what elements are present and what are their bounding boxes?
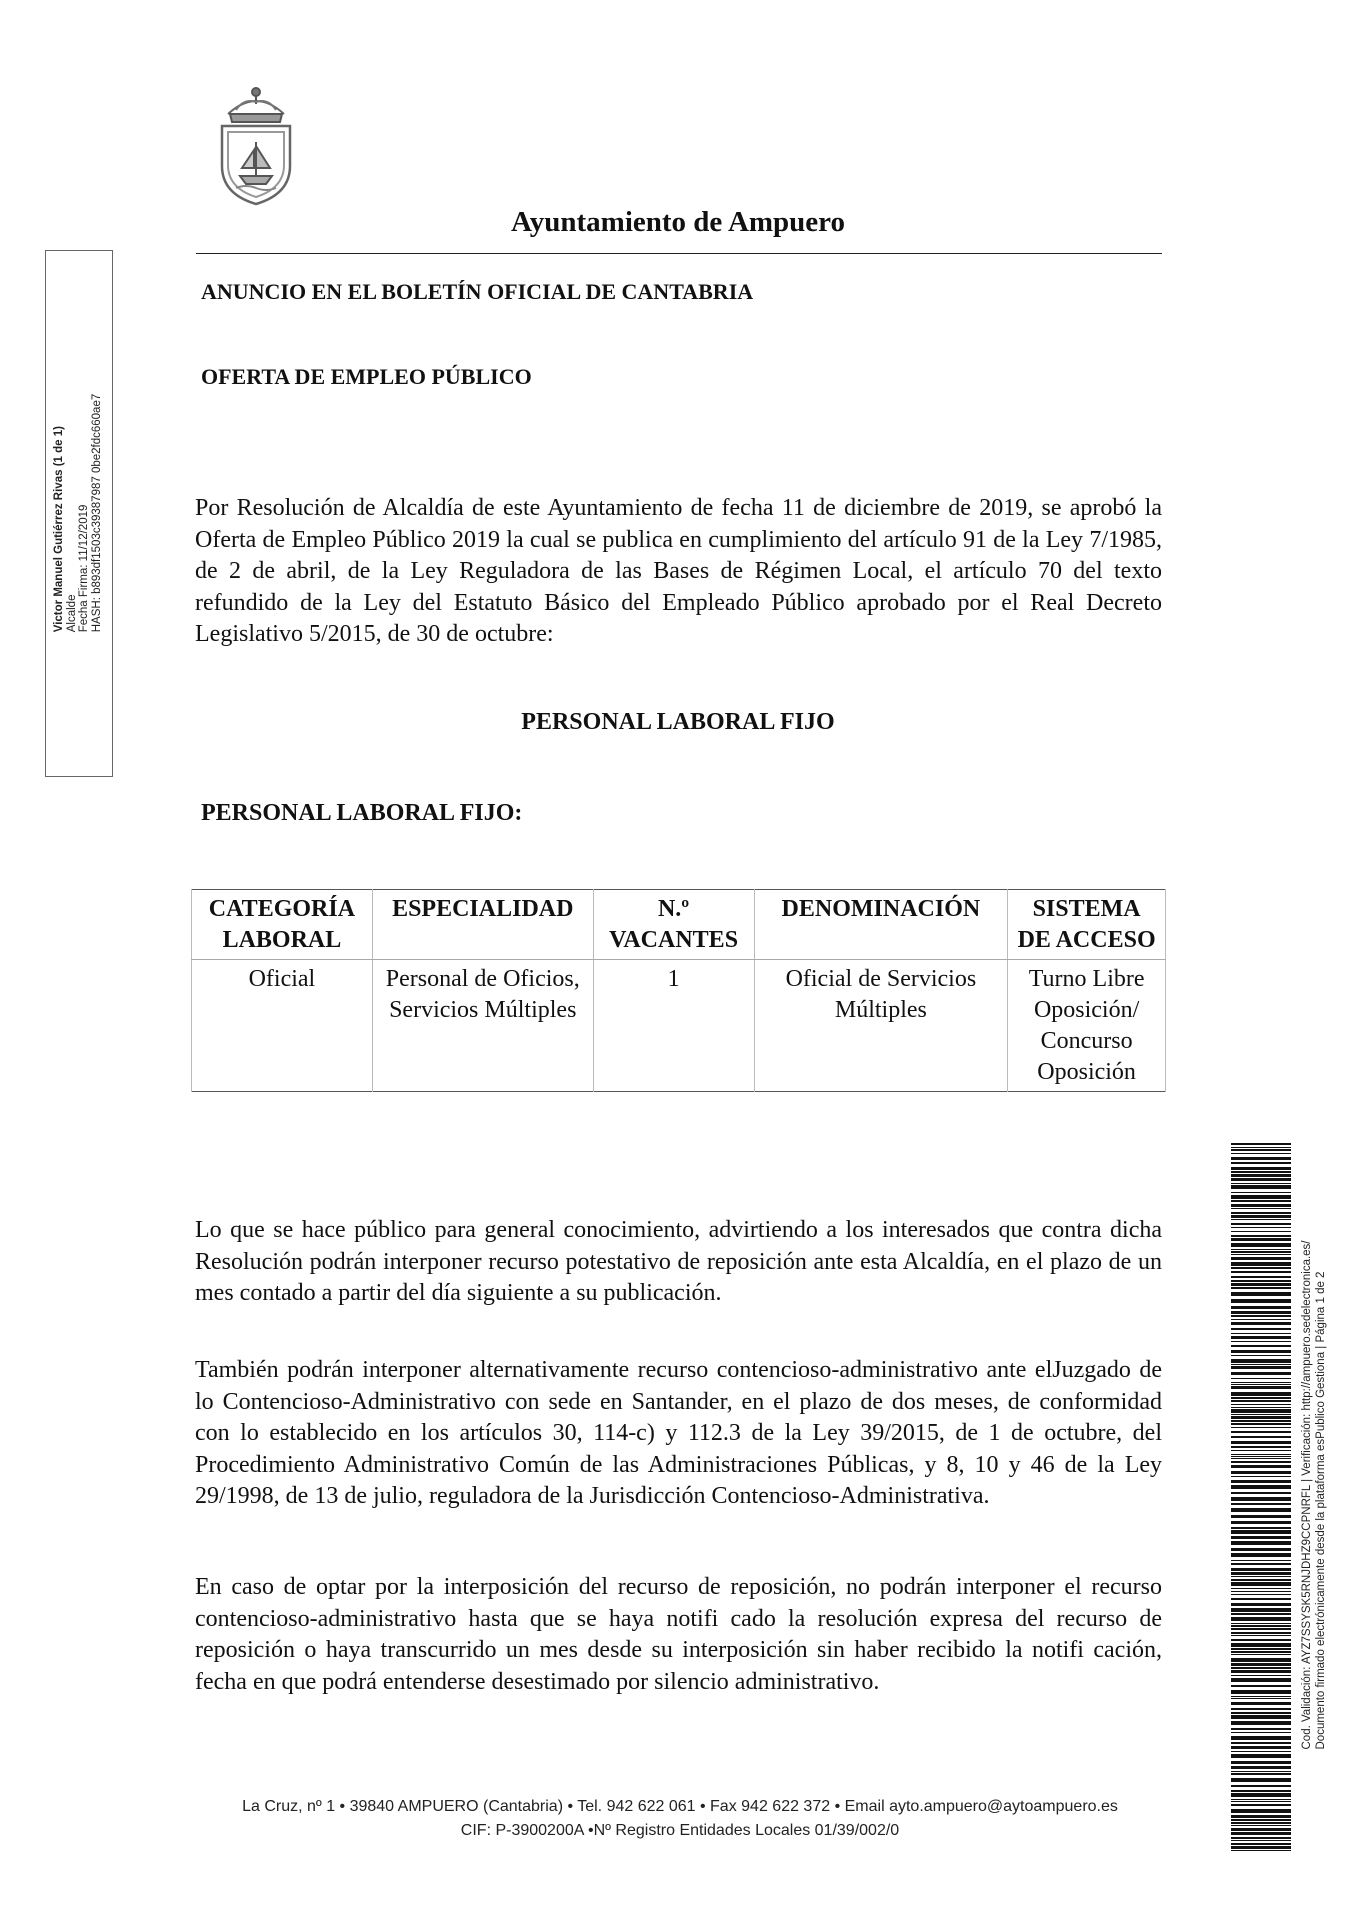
header-divider (196, 253, 1162, 254)
column-header-sistema-acceso: SISTEMA DE ACCESO (1008, 890, 1166, 960)
column-header-vacantes: N.º VACANTES (593, 890, 754, 960)
reposicion-paragraph: En caso de optar por la interposición del recurso de reposición, no podrán interponer el recurso contencioso-administrativo hasta que se haya notifi cado la resolución expresa del recurso de reposición o haya transcurrido un mes desde su interposición sin haber recibido la notifi cación, fecha en que podrá entenderse desestimado por silencio administrativo. (195, 1574, 1162, 1695)
signature-stamp (45, 250, 111, 775)
subject-heading: OFERTA DE EMPLEO PÚBLICO (201, 364, 532, 389)
cell-sistema-acceso: Turno Libre Oposición/ Concurso Oposición (1008, 960, 1166, 1092)
cell-vacantes: 1 (593, 960, 754, 1092)
barcode-icon (1231, 1143, 1291, 1853)
signature-date: Fecha Firma: 11/12/2019 (78, 504, 90, 632)
organization-title: Ayuntamiento de Ampuero (510, 206, 846, 238)
section-title: PERSONAL LABORAL FIJO (521, 709, 835, 735)
column-header-especialidad: ESPECIALIDAD (372, 890, 593, 960)
validation-code: Cod. Validación: AYZ7SSYSK5RNJDHZ9CCPNRFL | Verificación: http://ampuero.sedelectronica.es/ (1301, 1240, 1313, 1750)
footer-address: La Cruz, nº 1 • 39840 AMPUERO (Cantabria) • Tel. 942 622 061 • Fax 942 622 372 • Email ayto.ampuero@aytoampuero.es (242, 1798, 1118, 1815)
validation-info (1294, 1135, 1334, 1855)
cell-denominacion: Oficial de Servicios Múltiples (754, 960, 1008, 1092)
contencioso-paragraph: También podrán interponer alternativamente recurso contencioso-administrativo ante elJuzgado de lo Contencioso-Administrativo con sede en Santander, en el plazo de dos meses, de conformidad con lo establecido en los artículos 30, 114-c) y 112.3 de la Ley 39/2015, de 1 de octubre, del Procedimiento Administrativo Común de las Administraciones Públicas, y 8, 10 y 46 de la Ley 29/1998, de 13 de julio, reguladora de la Jurisdicción Contencioso-Administrativa. (195, 1357, 1162, 1509)
public-notice-paragraph: Lo que se hace público para general conocimiento, advirtiendo a los interesados que contra dicha Resolución podrán interponer recurso potestativo de reposición ante esta Alcaldía, en el plazo de un mes contado a partir del día siguiente a su publicación. (195, 1217, 1162, 1306)
column-header-denominacion: DENOMINACIÓN (754, 890, 1008, 960)
signature-hash: HASH: b893df1503c39387987 0be2fdc660ae7 (90, 393, 103, 632)
vacancies-table (191, 889, 1166, 1092)
cell-categoria: Oficial (192, 960, 373, 1092)
subsection-title: PERSONAL LABORAL FIJO: (201, 800, 523, 826)
column-header-categoria: CATEGORÍA LABORAL (192, 890, 373, 960)
table-row (192, 960, 1166, 1092)
announcement-heading: ANUNCIO EN EL BOLETÍN OFICIAL DE CANTABRIA (201, 279, 754, 304)
coat-of-arms-icon (196, 80, 316, 208)
signer-role: Alcalde (65, 594, 78, 632)
signer-name: Victor Manuel Gutiérrez Rivas (1 de 1) (53, 425, 65, 632)
cell-especialidad: Personal de Oficios, Servicios Múltiples (372, 960, 593, 1092)
footer-registry: CIF: P-3900200A •Nº Registro Entidades Locales 01/39/002/0 (460, 1822, 900, 1839)
validation-platform: Documento firmado electrónicamente desde la plataforma esPublico Gestiona | Página 1 de 2 (1315, 1271, 1327, 1750)
intro-paragraph: Por Resolución de Alcaldía de este Ayuntamiento de fecha 11 de diciembre de 2019, se aprobó la Oferta de Empleo Público 2019 la cual se publica en cumplimiento del artículo 91 de la Ley 7/1985, de 2 de abril, de la Ley Reguladora de las Bases de Régimen Local, el artículo 70 del texto refundido de la Ley del Estatuto Básico del Empleado Público aprobado por el Real Decreto Legislativo 5/2015, de 30 de octubre: (195, 495, 1162, 647)
table-header-row (192, 890, 1166, 960)
